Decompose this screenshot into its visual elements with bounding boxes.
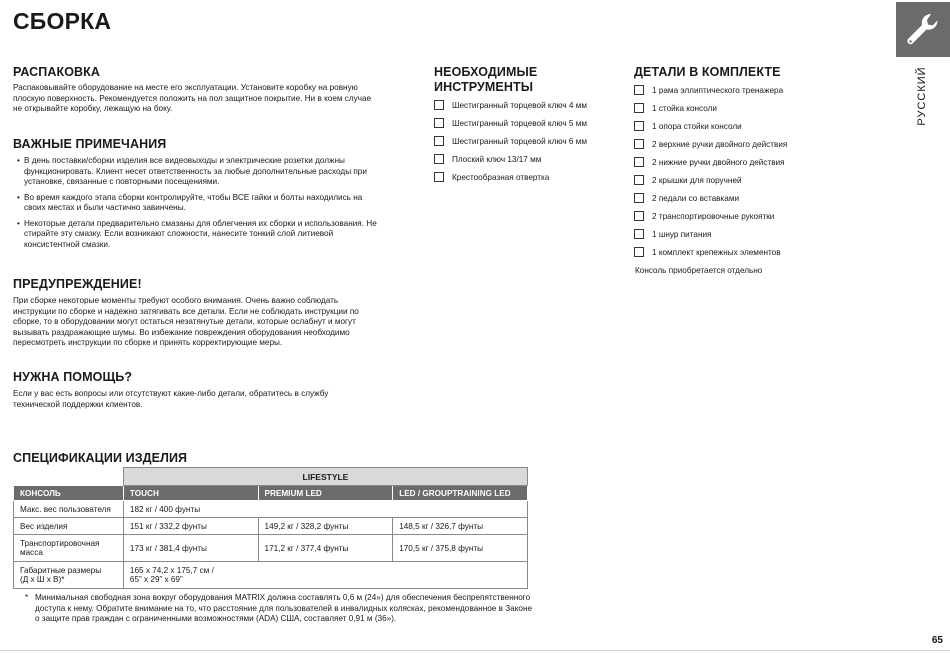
tools-checklist (434, 96, 587, 186)
row-label-line: Габаритные размеры (20, 566, 102, 575)
lifestyle-group-header: LIFESTYLE (123, 468, 527, 486)
list-item (434, 114, 587, 132)
checkbox[interactable] (434, 154, 444, 164)
checkbox[interactable] (434, 172, 444, 182)
table-cell: 173 кг / 381,4 фунты (123, 535, 258, 562)
list-item: • Некоторые детали предварительно смазаны для облегчения их сборки и использования. Не стирайте эту смазку. Если возникают сложности, нанесите тонкий слой литиевой консистентной смазки. (17, 219, 385, 251)
checkbox[interactable] (434, 100, 444, 110)
table-cell-empty (14, 468, 124, 486)
list-item (634, 207, 787, 225)
table-row (14, 468, 528, 486)
list-item-label: 2 крышки для поручней (652, 175, 742, 185)
table-cell: 148,5 кг / 326,7 фунты (393, 518, 528, 535)
table-cell: 170,5 кг / 375,8 фунты (393, 535, 528, 562)
list-item (634, 243, 787, 261)
cell-line: 65” х 29” х 69” (129, 575, 183, 584)
checkbox[interactable] (434, 118, 444, 128)
table-cell: 151 кг / 332,2 фунты (123, 518, 258, 535)
table-header-row (14, 486, 528, 501)
list-item-label: 1 стойка консоли (652, 103, 717, 113)
language-label: РУССКИЙ (916, 66, 928, 126)
parts-checklist (634, 81, 787, 261)
row-label: Макс. вес пользователя (14, 501, 124, 518)
footnote (25, 593, 535, 625)
parts-heading: ДЕТАЛИ В КОМПЛЕКТЕ (634, 65, 781, 79)
row-label: Вес изделия (14, 518, 124, 535)
section-tab (896, 2, 950, 57)
list-item (634, 225, 787, 243)
checkbox[interactable] (634, 139, 644, 149)
list-item-label: 1 опора стойки консоли (652, 121, 742, 131)
column-header: КОНСОЛЬ (14, 486, 124, 501)
list-item-label: Шестигранный торцевой ключ 4 мм (452, 100, 587, 110)
list-item-label: Шестигранный торцевой ключ 5 мм (452, 118, 587, 128)
column-header: LED / GROUPTRAINING LED (393, 486, 528, 501)
column-header: TOUCH (123, 486, 258, 501)
row-label-line: (Д х Ш х В)* (20, 575, 65, 584)
list-item (634, 117, 787, 135)
unpacking-text: Распаковывайте оборудование на месте его эксплуатации. Установите коробку на ровную плоскую поверхность. Рекомендуется положить на пол защитное покрытие. Ни в коем случае не открывайте коробку, лежащую на боку. (13, 83, 372, 113)
list-item: • Во время каждого этапа сборки контролируйте, чтобы ВСЕ гайки и болты находились на своих местах и были частично завинчены. (17, 193, 385, 214)
row-label (14, 535, 124, 562)
warning-heading: ПРЕДУПРЕЖДЕНИЕ! (13, 277, 142, 291)
row-label (14, 562, 124, 589)
table-cell (123, 562, 527, 589)
list-item (434, 132, 587, 150)
list-item: • В день поставки/сборки изделия все видеовыходы и электрические розетки должны функционировать. Клиент несет ответственность за любые дополнительные расходы при установке, связанные с повторными посещениями. (17, 156, 385, 188)
parts-note: Консоль приобретается отдельно (635, 266, 763, 275)
table-cell: 149,2 кг / 328,2 фунты (258, 518, 393, 535)
tools-heading (434, 65, 537, 95)
list-item (634, 171, 787, 189)
list-item (634, 99, 787, 117)
checkbox[interactable] (634, 211, 644, 221)
list-item (434, 168, 587, 186)
checkbox[interactable] (634, 247, 644, 257)
table-row (14, 562, 528, 589)
specs-table (13, 467, 528, 589)
list-item (634, 135, 787, 153)
important-notes-list (17, 156, 385, 255)
table-cell: 171,2 кг / 377,4 фунты (258, 535, 393, 562)
footnote-text: Минимальная свободная зона вокруг оборудования MATRIX должна составлять 0,6 м (24») для обеспечения беспрепятственного доступа к нему. Обратите внимание на то, что расстояние для пользователей в инвалидных колясках, рекомендованное в Законе о защите прав граждан с ограниченными возможностями (ADA) США, составляет 0,91 м (36»). (35, 593, 533, 623)
important-notes-heading: ВАЖНЫЕ ПРИМЕЧАНИЯ (13, 137, 167, 151)
cell-line: 165 х 74,2 х 175,7 см / (129, 566, 214, 575)
page-number: 65 (931, 635, 943, 646)
table-cell: 182 кг / 400 фунты (123, 501, 527, 518)
list-item (434, 150, 587, 168)
tools-heading-line2: ИНСТРУМЕНТЫ (434, 80, 534, 94)
specs-heading: СПЕЦИФИКАЦИИ ИЗДЕЛИЯ (13, 451, 188, 465)
checkbox[interactable] (634, 85, 644, 95)
row-label-line: Транспортировочная (20, 539, 100, 548)
list-item-label: Крестообразная отвертка (452, 172, 550, 182)
wrench-icon (901, 8, 945, 52)
list-item-label: Шестигранный торцевой ключ 6 мм (452, 136, 587, 146)
list-item-label: 1 шнур питания (652, 229, 712, 239)
list-item-label: 1 комплект крепежных элементов (652, 247, 781, 257)
row-label-line: масса (20, 548, 43, 557)
list-item-label: 2 верхние ручки двойного действия (652, 139, 788, 149)
tools-heading-line1: НЕОБХОДИМЫЕ (434, 65, 538, 79)
table-row (14, 535, 528, 562)
checkbox[interactable] (634, 229, 644, 239)
warning-text: При сборке некоторые моменты требуют особого внимания. Очень важно соблюдать инструкции по сборке и надежно затягивать все детали. Если не соблюдать инструкции по сборке, то в оборудовании могут остаться незатянутые детали, которые ослабнут и могут вызывать раздражающие шумы. Во избежание повреждения оборудования необходимо пересмотреть инструкции по сборке и принять корректирующие меры. (13, 296, 359, 347)
checkbox[interactable] (634, 103, 644, 113)
list-item (634, 189, 787, 207)
list-item-label: Плоский ключ 13/17 мм (452, 154, 542, 164)
list-item (634, 81, 787, 99)
checkbox[interactable] (634, 193, 644, 203)
checkbox[interactable] (634, 175, 644, 185)
checkbox[interactable] (634, 121, 644, 131)
column-header: PREMIUM LED (258, 486, 393, 501)
table-row (14, 501, 528, 518)
page-title: СБОРКА (13, 8, 112, 34)
list-item-label: 2 педали со вставками (652, 193, 740, 203)
footnote-marker: * (25, 593, 29, 602)
table-row (14, 518, 528, 535)
footer-divider (0, 650, 950, 651)
help-heading: НУЖНА ПОМОЩЬ? (13, 370, 133, 384)
list-item (634, 153, 787, 171)
list-item-label: 2 нижние ручки двойного действия (652, 157, 785, 167)
list-item (434, 96, 587, 114)
list-item-label: 2 транспортировочные рукоятки (652, 211, 775, 221)
list-item-label: 1 рама эллиптического тренажера (652, 85, 784, 95)
checkbox[interactable] (634, 157, 644, 167)
help-text: Если у вас есть вопросы или отсутствуют какие-либо детали, обратитесь в службу технической поддержки клиентов. (13, 389, 329, 409)
unpacking-heading: РАСПАКОВКА (13, 65, 101, 79)
checkbox[interactable] (434, 136, 444, 146)
